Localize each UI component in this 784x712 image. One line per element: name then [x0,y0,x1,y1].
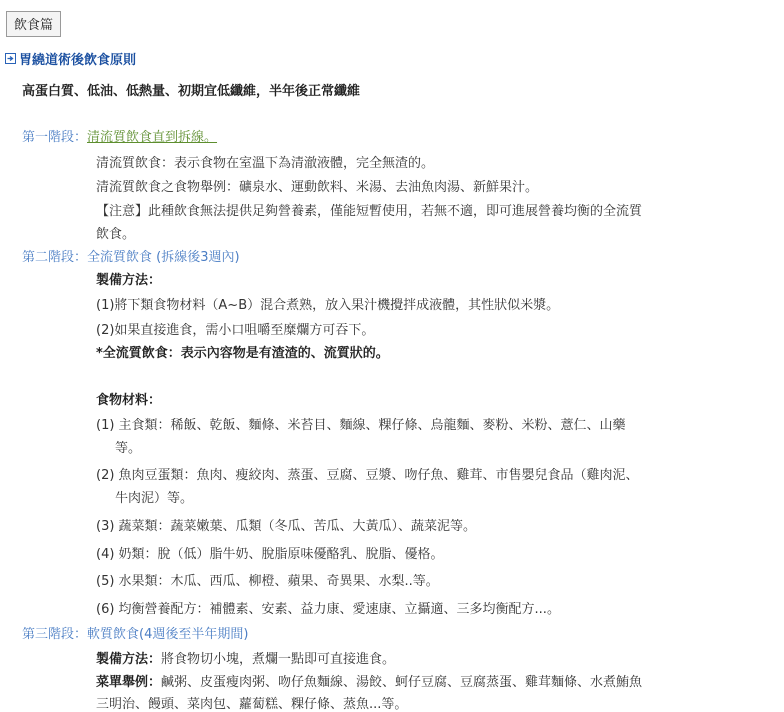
stage2-title: 全流質飲食 (拆線後3週內) [87,250,240,265]
arrow-right-icon [5,53,16,64]
material-item-cont: 等。 [115,441,142,456]
stage3-menu [96,671,642,690]
stage3-method [96,648,395,667]
stage3-heading [22,623,248,642]
section-tag: 飲食篇 [6,11,61,37]
stage3-title: 軟質飲食(4週後至半年期間) [87,627,249,642]
stage3-menu-text: 鹹粥、皮蛋瘦肉粥、吻仔魚麵線、湯餃、蚵仔豆腐、豆腐蒸蛋、雞茸麵條、水煮鮪魚 [161,675,643,690]
material-item: (6) 均衡營養配方：補體素、安素、益力康、愛速康、立攝適、三多均衡配方...。 [96,602,560,617]
section-heading [5,49,136,68]
stage1-line: 飲食。 [96,227,136,242]
stage1-line: 【注意】此種飲食無法提供足夠營養素，僅能短暫使用，若無不適，即可進展營養均衡的全流質 [96,204,643,219]
stage1-label: 第一階段： [22,130,88,145]
stage2-materials-title: 食物材料： [96,393,162,408]
stage2-heading [22,246,240,265]
intro-text: 高蛋白質、低油、低熱量、初期宜低纖維，半年後正常纖維 [22,84,361,99]
stage3-menu-label: 菜單舉例： [96,675,162,690]
stage1-line: 清流質飲食之食物舉例：礦泉水、運動飲料、米湯、去油魚肉湯、新鮮果汁。 [96,180,539,195]
stage1-heading [22,126,217,145]
stage3-method-label: 製備方法： [96,652,162,667]
stage1-line: 清流質飲食：表示食物在室溫下為清澈液體，完全無渣的。 [96,156,435,171]
stage2-method-line: (1)將下類食物材料（A~B）混合煮熟，放入果汁機攪拌成液體，其性狀似米漿。 [96,298,560,313]
stage3-label: 第三階段： [22,627,88,642]
material-item: (2) 魚肉豆蛋類：魚肉、瘦絞肉、蒸蛋、豆腐、豆漿、吻仔魚、雞茸、市售嬰兒食品（雞肉泥、 [96,468,639,483]
stage3-method-text: 將食物切小塊，煮爛一點即可直接進食。 [161,652,396,667]
stage2-method-title: 製備方法： [96,273,162,288]
material-item-cont: 牛肉泥）等。 [115,491,194,506]
stage2-note: *全流質飲食：表示內容物是有渣渣的、流質狀的。 [96,346,389,361]
material-item: (1) 主食類：稀飯、乾飯、麵條、米苔目、麵線、粿仔條、烏龍麵、麥粉、米粉、薏仁、山藥 [96,418,626,433]
material-item: (4) 奶類：脫（低）脂牛奶、脫脂原味優酪乳、脫脂、優格。 [96,547,444,562]
material-item: (5) 水果類：木瓜、西瓜、柳橙、蘋果、奇異果、水梨..等。 [96,574,439,589]
material-item: (3) 蔬菜類：蔬菜嫩葉、瓜類（冬瓜、苦瓜、大黃瓜）、蔬菜泥等。 [96,519,477,534]
stage1-title-link[interactable]: 清流質飲食直到拆線。 [87,130,218,145]
stage2-label: 第二階段： [22,250,88,265]
stage2-method-line: (2)如果直接進食，需小口咀嚼至糜爛方可吞下。 [96,323,375,338]
heading-title: 胃繞道術後飲食原則 [19,53,137,68]
stage3-menu-cont: 三明治、饅頭、菜肉包、蘿蔔糕、粿仔條、蒸魚...等。 [96,697,408,712]
